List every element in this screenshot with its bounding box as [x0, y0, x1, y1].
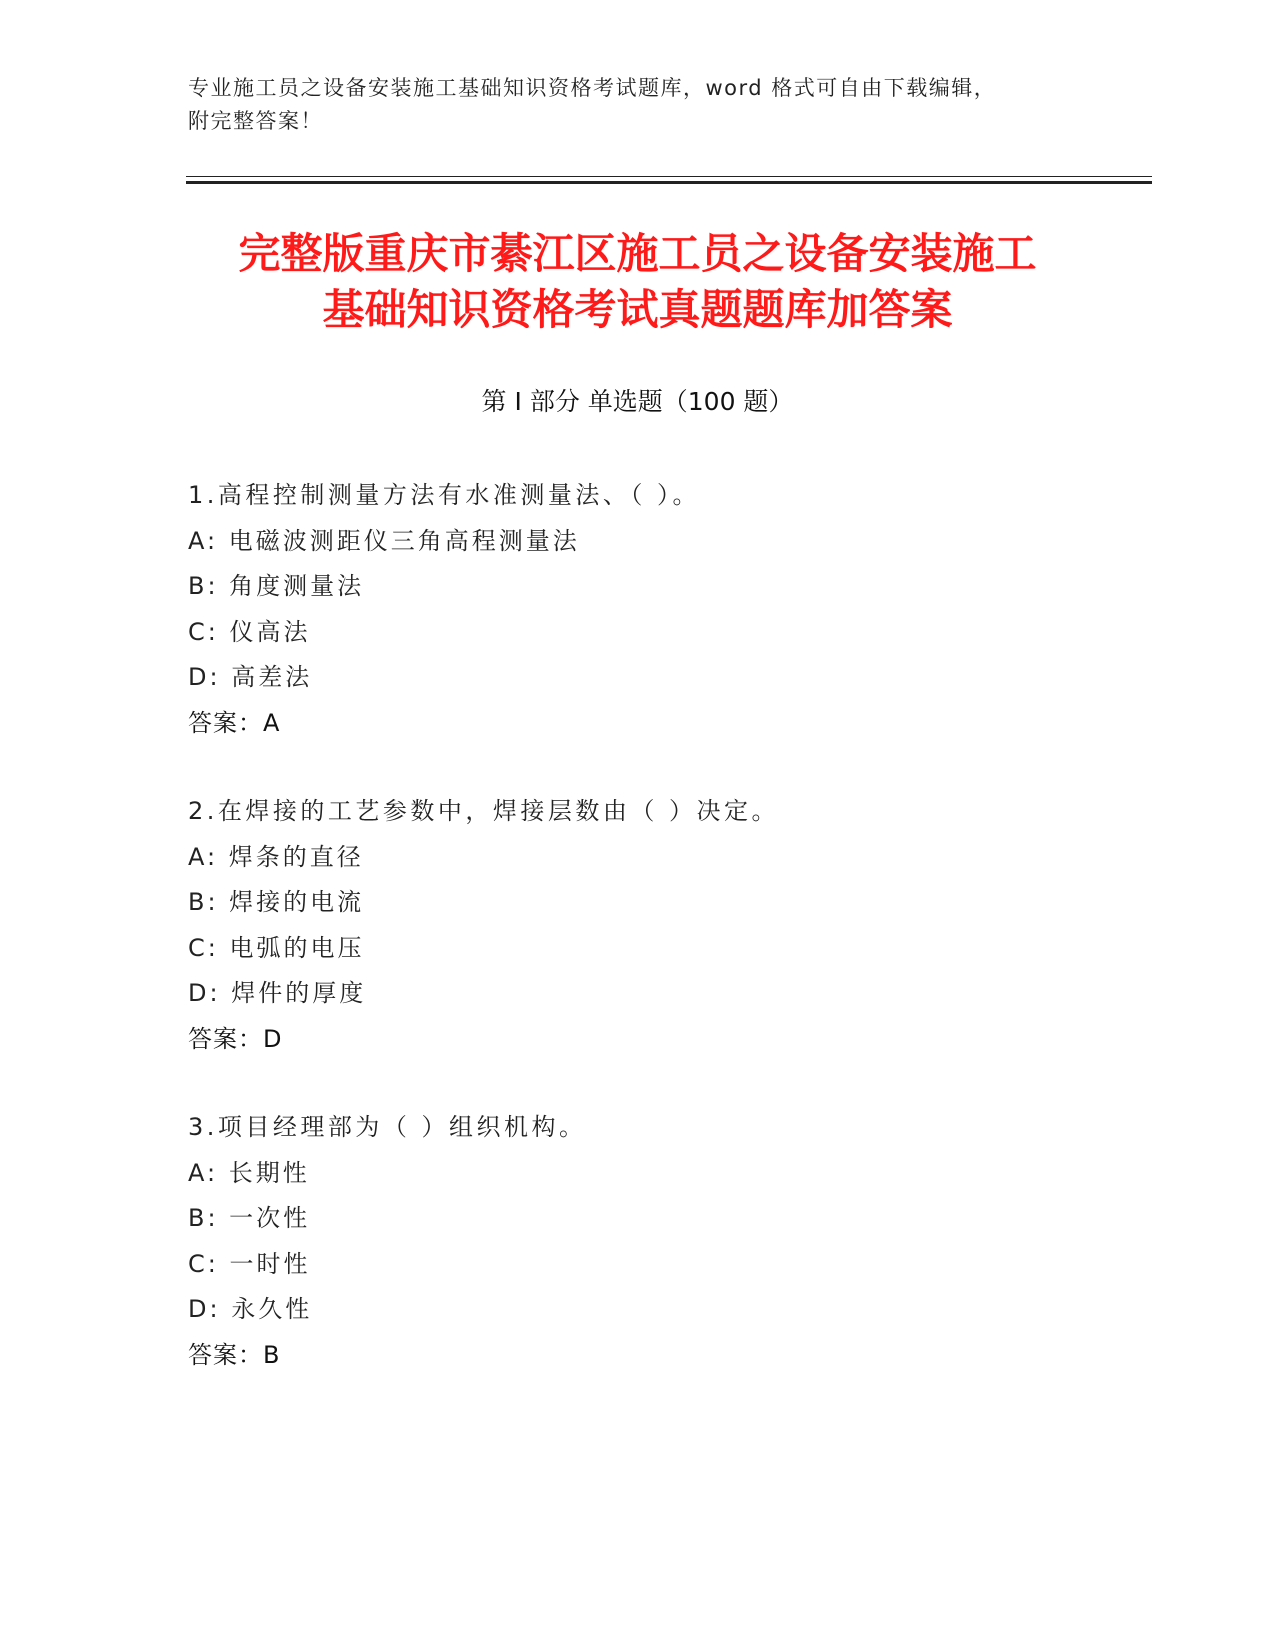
option-c: C: 电弧的电压 — [188, 933, 365, 962]
option-c: C: 一时性 — [188, 1249, 311, 1278]
header-divider-thin — [186, 176, 1152, 177]
answer-line: 答案：B — [188, 1340, 281, 1369]
question-stem: 2.在焊接的工艺参数中，焊接层数由（ ）决定。 — [188, 797, 780, 825]
option-b: B: 一次性 — [188, 1204, 311, 1232]
option-b: B: 焊接的电流 — [188, 888, 365, 916]
option-d: D: 焊件的厚度 — [188, 979, 367, 1007]
section-heading: 第 I 部分 单选题（100 题） — [481, 387, 794, 416]
option-a: A: 长期性 — [188, 1158, 310, 1187]
document-title-line-1: 完整版重庆市綦江区施工员之设备安装施工 — [238, 229, 1037, 278]
option-a: A: 电磁波测距仪三角高程测量法 — [188, 526, 580, 555]
option-d: D: 高差法 — [188, 663, 313, 691]
question-item — [188, 1105, 1138, 1378]
option-c: C: 仪高法 — [188, 617, 311, 646]
answer-line: 答案：A — [188, 708, 281, 737]
question-list — [188, 473, 1138, 1421]
option-d: D: 永久性 — [188, 1295, 313, 1323]
document-title-line-2: 基础知识资格考试真题题库加答案 — [322, 285, 953, 334]
question-stem: 3.项目经理部为（ ）组织机构。 — [188, 1113, 587, 1141]
header-note-line-1: 专业施工员之设备安装施工基础知识资格考试题库，word 格式可自由下载编辑， — [188, 76, 997, 100]
option-b: B: 角度测量法 — [188, 572, 365, 600]
question-stem: 1.高程控制测量方法有水准测量法、（ ）。 — [188, 481, 701, 509]
header-divider-thick — [186, 181, 1152, 184]
question-item — [188, 473, 1138, 746]
document-title — [150, 226, 1125, 338]
answer-line: 答案：D — [188, 1024, 283, 1053]
header-note-line-2: 附完整答案！ — [188, 109, 323, 133]
option-a: A: 焊条的直径 — [188, 842, 364, 871]
question-item — [188, 789, 1138, 1062]
header-note — [188, 72, 1088, 138]
